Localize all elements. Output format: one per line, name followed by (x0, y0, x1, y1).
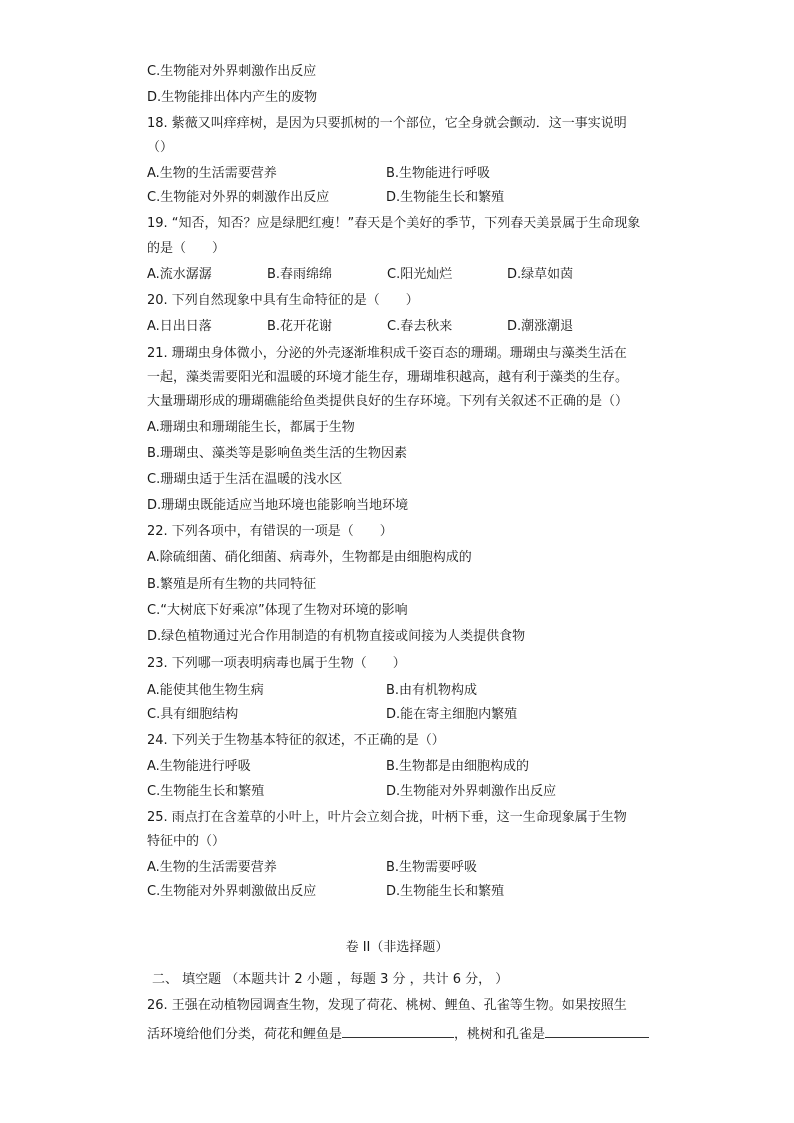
q22-option-b: B.繁殖是所有生物的共同特征 (147, 577, 317, 592)
section-heading: 二、 填空题 （本题共计 2 小题 ，每题 3 分 ，共计 6 分， ） (152, 972, 509, 987)
q19-option-b: B.春雨绵绵 (267, 267, 333, 282)
q25-option-b: B.生物需要呼吸 (386, 860, 478, 875)
q24-option-d: D.生物能对外界刺激作出反应 (386, 784, 557, 799)
q23-stem: 23. 下列哪一项表明病毒也属于生物（ ） (147, 656, 406, 671)
q18-stem-line2: （） (147, 140, 174, 155)
q24-option-a: A.生物能进行呼吸 (147, 759, 251, 774)
q20-option-c: C.春去秋来 (387, 319, 453, 334)
q19-stem-line2: 的是（ ） (147, 241, 226, 256)
q22-stem: 22. 下列各项中，有错误的一项是（ ） (147, 524, 393, 539)
q22-option-a: A.除硫细菌、硝化细菌、病毒外，生物都是由细胞构成的 (147, 550, 472, 565)
q25-option-a: A.生物的生活需要营养 (147, 860, 277, 875)
q25-option-c: C.生物能对外界刺激做出反应 (147, 884, 317, 899)
q22-option-d: D.绿色植物通过光合作用制造的有机物直接或间接为人类提供食物 (147, 629, 526, 644)
q26-stem-part1: 活环境给他们分类，荷花和鲤鱼是 (147, 1027, 343, 1042)
q26-stem-part2: ，桃树和孔雀是 (454, 1027, 546, 1042)
q21-stem-line3: 大量珊瑚形成的珊瑚礁能给鱼类提供良好的生存环境。下列有关叙述不正确的是（） (147, 394, 629, 409)
q24-option-c: C.生物能生长和繁殖 (147, 784, 265, 799)
q24-stem: 24. 下列关于生物基本特征的叙述，不正确的是（） (147, 733, 445, 748)
q25-option-d: D.生物能生长和繁殖 (386, 884, 505, 899)
q18-option-d: D.生物能生长和繁殖 (386, 190, 505, 205)
q18-stem-line1: 18. 紫薇又叫痒痒树，是因为只要抓树的一个部位，它全身就会颤动．这一事实说明 (147, 116, 627, 131)
q20-option-a: A.日出日落 (147, 319, 212, 334)
q26-stem-line2 (147, 1024, 649, 1043)
q21-stem-line2: 一起，藻类需要阳光和温暖的环境才能生存，珊瑚堆积越高，越有利于藻类的生存。 (147, 370, 629, 385)
q24-option-b: B.生物都是由细胞构成的 (386, 759, 530, 774)
q26-stem-line1: 26. 王强在动植物园调查生物，发现了荷花、桃树、鲤鱼、孔雀等生物。如果按照生 (147, 998, 627, 1013)
q20-stem: 20. 下列自然现象中具有生命特征的是（ ） (147, 293, 419, 308)
q23-option-d: D.能在寄主细胞内繁殖 (386, 707, 518, 722)
q18-option-a: A.生物的生活需要营养 (147, 166, 277, 181)
q21-option-b: B.珊瑚虫、藻类等是影响鱼类生活的生物因素 (147, 446, 408, 461)
q25-stem-line1: 25. 雨点打在含羞草的小叶上，叶片会立刻合拢，叶柄下垂，这一生命现象属于生物 (147, 810, 627, 825)
q18-option-c: C.生物能对外界的刺激作出反应 (147, 190, 330, 205)
q18-option-b: B.生物能进行呼吸 (386, 166, 491, 181)
q21-option-c: C.珊瑚虫适于生活在温暖的浅水区 (147, 472, 343, 487)
q21-option-d: D.珊瑚虫既能适应当地环境也能影响当地环境 (147, 498, 409, 513)
q23-option-a: A.能使其他生物生病 (147, 683, 264, 698)
q19-stem-line1: 19. “知否，知否？应是绿肥红瘦！”春天是个美好的季节，下列春天美景属于生命现象 (147, 216, 641, 231)
q19-option-c: C.阳光灿烂 (387, 267, 453, 282)
section-title: 卷 II（非选择题） (345, 940, 449, 955)
q20-option-b: B.花开花谢 (267, 319, 333, 334)
q21-option-a: A.珊瑚虫和珊瑚能生长，都属于生物 (147, 420, 355, 435)
q22-option-c: C.“大树底下好乘凉”体现了生物对环境的影响 (147, 603, 408, 618)
answer-blank-2[interactable] (545, 1024, 649, 1038)
answer-blank-1[interactable] (342, 1024, 454, 1038)
q19-option-d: D.绿草如茵 (507, 267, 574, 282)
q19-option-a: A.流水潺潺 (147, 267, 212, 282)
q25-stem-line2: 特征中的（） (147, 834, 226, 849)
q17-option-d: D.生物能排出体内产生的废物 (147, 90, 318, 105)
q20-option-d: D.潮涨潮退 (507, 319, 574, 334)
q21-stem-line1: 21. 珊瑚虫身体微小，分泌的外壳逐渐堆积成千姿百态的珊瑚。珊瑚虫与藻类生活在 (147, 346, 627, 361)
q23-option-c: C.具有细胞结构 (147, 707, 239, 722)
q23-option-b: B.由有机物构成 (386, 683, 478, 698)
q17-option-c: C.生物能对外界刺激作出反应 (147, 64, 317, 79)
